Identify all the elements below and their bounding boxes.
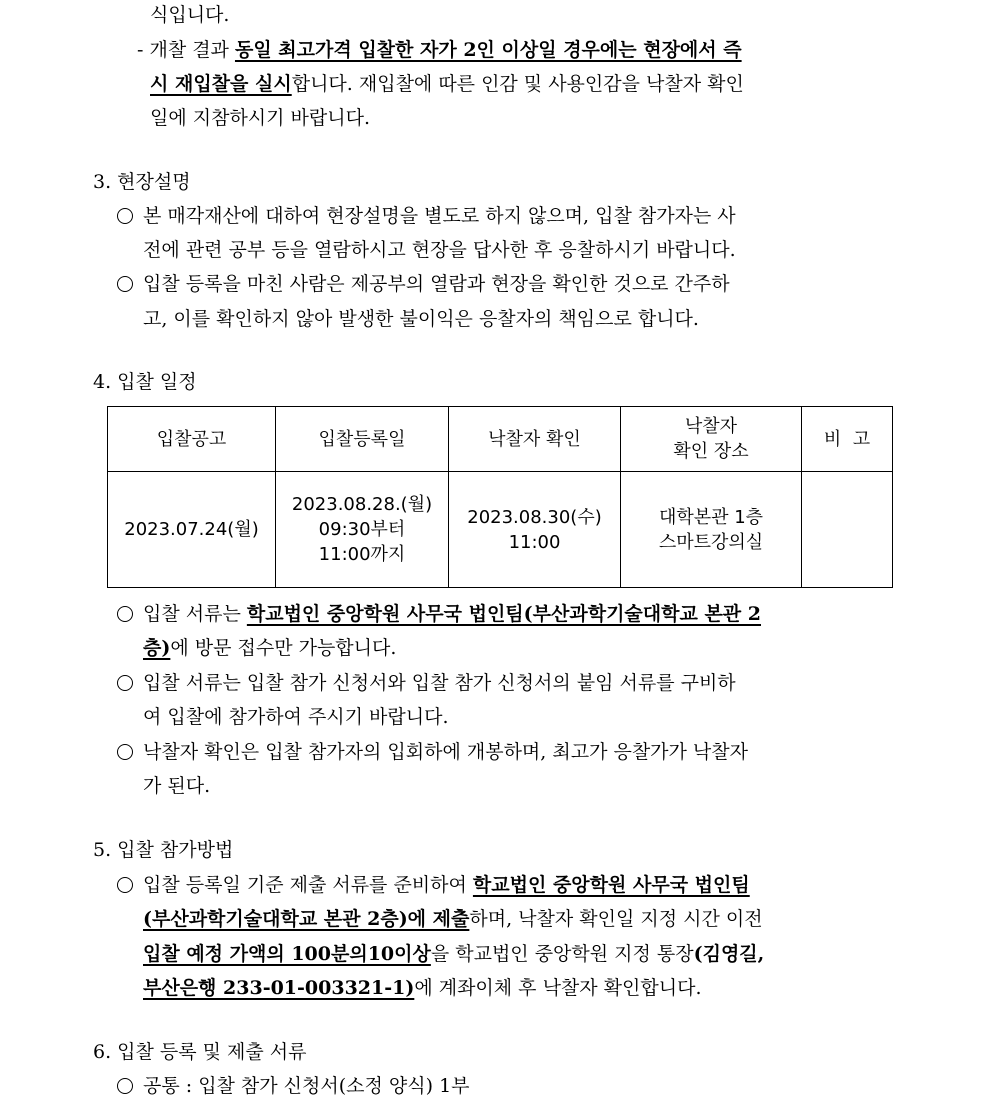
s5-bullet-1 (117, 872, 750, 898)
s3-bullet-1 (117, 203, 736, 229)
office-location-emphasis: 학교법인 중앙학원 사무국 법인팀(부산과학기술대학교 본관 2 (246, 603, 761, 625)
s5-l3-mid: 을 학교법인 중앙학원 지정 통장 (430, 943, 694, 965)
cell-registration (276, 472, 449, 588)
s5-l2-tail: 하며, 낙찰자 확인일 지정 시간 이전 (469, 908, 763, 930)
place-line-2: 스마트강의실 (658, 531, 764, 553)
account-number-emphasis: 부산은행 233-01-003321-1) (143, 977, 415, 999)
section-4-heading: 4. 입찰 일정 (93, 371, 197, 393)
circle-bullet-icon (117, 877, 133, 893)
reg-line-2: 09:30부터 (318, 519, 406, 540)
s5-l4-tail: 에 계좌이체 후 낙찰자 확인합니다. (414, 977, 702, 999)
circle-bullet-icon (117, 208, 133, 224)
header-place-1: 낙찰자 (684, 416, 738, 437)
reg-line-3: 11:00까지 (318, 544, 406, 565)
s4-bullet-2-cont: 여 입찰에 참가하여 주시기 바랍니다. (143, 706, 449, 728)
section-5-heading: 5. 입찰 참가방법 (93, 839, 234, 861)
circle-bullet-icon (117, 276, 133, 292)
deposit-amount-emphasis: 입찰 예정 가액의 100분의10이상 (143, 943, 431, 965)
account-holder-emphasis: (김영길, (693, 943, 765, 965)
s6-b1-text: 공통 : 입찰 참가 신청서(소정 양식) 1부 (143, 1075, 470, 1097)
s4-bullet-3-cont: 가 된다. (143, 775, 211, 797)
section-6-heading: 6. 입찰 등록 및 제출 서류 (93, 1041, 307, 1063)
s4-b1-pre: 입찰 서류는 (143, 603, 241, 625)
place-line-1: 대학본관 1층 (658, 506, 764, 528)
circle-bullet-icon (117, 606, 133, 622)
intro-line-3: 일에 지참하시기 바랍니다. (150, 107, 371, 129)
rebid-emphasis-2: 시 재입찰을 실시 (150, 73, 292, 95)
cell-confirm (449, 472, 621, 588)
s5-l1-pre: 입찰 등록일 기준 제출 서류를 준비하여 (143, 874, 467, 896)
reg-line-1: 2023.08.28.(월) (291, 494, 433, 515)
cell-place (621, 472, 802, 588)
rebid-emphasis-1: 동일 최고가격 입찰한 자가 2인 이상일 경우에는 현장에서 즉 (234, 39, 742, 61)
s4-bullet-3 (117, 739, 748, 765)
circle-bullet-icon (117, 744, 133, 760)
s4-bullet-1-cont (143, 635, 396, 661)
s3-bullet-2 (117, 271, 730, 297)
table-row (108, 472, 893, 588)
circle-bullet-icon (117, 1078, 133, 1094)
s6-bullet-1 (117, 1073, 470, 1099)
s5-line-4 (143, 975, 701, 1001)
header-place-2: 확인 장소 (673, 441, 749, 462)
s4-bullet-2 (117, 670, 736, 696)
s3-b1-text: 본 매각재산에 대하여 현장설명을 별도로 하지 않으며, 입찰 참가자는 사 (143, 205, 736, 227)
header-confirm: 낙찰자 확인 (449, 407, 621, 472)
confirm-line-1: 2023.08.30(수) (467, 506, 602, 528)
s3-b2-text: 입찰 등록을 마친 사람은 제공부의 열람과 현장을 확인한 것으로 간주하 (143, 273, 730, 295)
confirm-line-2: 11:00 (508, 531, 561, 553)
s4-bullet-1 (117, 601, 761, 627)
header-registration: 입찰등록일 (276, 407, 449, 472)
s5-line-2 (143, 906, 763, 932)
table-header-row (108, 407, 893, 472)
office-floor-emphasis: 층) (143, 637, 171, 659)
cell-note (802, 472, 893, 588)
header-place (621, 407, 802, 472)
submit-emphasis: (부산과학기술대학교 본관 2층)에 제출 (143, 908, 470, 930)
intro-line-1 (137, 37, 897, 63)
header-note: 비 고 (802, 407, 893, 472)
header-notice: 입찰공고 (108, 407, 276, 472)
s4-b3-text: 낙찰자 확인은 입찰 참가자의 입회하에 개봉하며, 최고가 응찰가가 낙찰자 (143, 741, 748, 763)
cell-notice: 2023.07.24(월) (108, 472, 276, 588)
section-3-heading: 3. 현장설명 (93, 171, 191, 193)
s3-bullet-2-cont: 고, 이를 확인하지 않아 발생한 불이익은 응찰자의 책임으로 합니다. (143, 308, 699, 330)
schedule-table (107, 406, 893, 588)
s4-b1-tail: 에 방문 접수만 가능합니다. (170, 637, 397, 659)
s5-line-3 (143, 941, 764, 967)
s4-b2-text: 입찰 서류는 입찰 참가 신청서와 입찰 참가 신청서의 붙임 서류를 구비하 (143, 672, 736, 694)
intro-line-0: 식입니다. (150, 4, 230, 26)
dash-text: - 개찰 결과 (137, 39, 229, 61)
circle-bullet-icon (117, 675, 133, 691)
office-emphasis: 학교법인 중앙학원 사무국 법인팀 (472, 874, 750, 896)
s3-bullet-1-cont: 전에 관련 공부 등을 열람하시고 현장을 답사한 후 응찰하시기 바랍니다. (143, 239, 736, 261)
intro-tail: 합니다. 재입찰에 따른 인감 및 사용인감을 낙찰자 확인 (291, 73, 744, 95)
intro-line-2 (150, 71, 744, 97)
